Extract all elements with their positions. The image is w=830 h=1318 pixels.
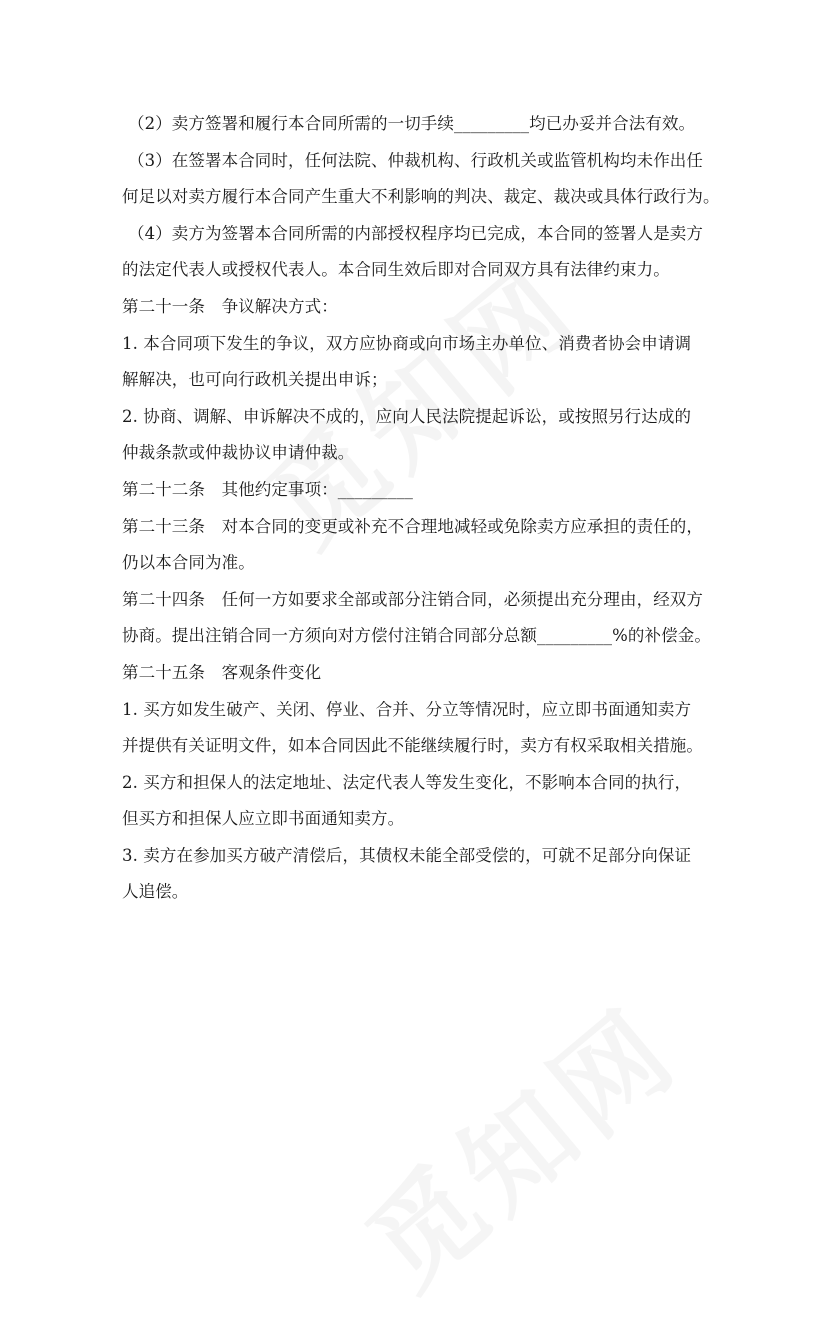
article-heading: 第二十四条 任何一方如要求全部或部分注销合同，必须提出充分理由，经双方 [122,589,703,609]
document-body [122,106,722,911]
paragraph-line: 人追偿。 [122,882,189,902]
paragraph-line: （2）卖方签署和履行本合同所需的一切手续_________均已办妥并合法有效。 [128,114,696,133]
article-heading: 第二十一条 争议解决方式： [122,296,338,316]
paragraph-line: 1. 买方如发生破产、关闭、停业、合并、分立等情况时，应立即书面通知卖方 [122,699,692,719]
paragraph-line: 仲裁条款或仲裁协议申请仲裁。 [122,443,355,463]
paragraph-line: 协商。提出注销合同一方须向对方偿付注销合同部分总额_________%的补偿金。 [122,626,711,646]
paragraph-line: 并提供有关证明文件，如本合同因此不能继续履行时，卖方有权采取相关措施。 [122,736,703,756]
paragraph-line: 1. 本合同项下发生的争议，双方应协商或向市场主办单位、消费者协会申请调 [122,333,692,353]
paragraph-line: 何足以对卖方履行本合同产生重大不利影响的判决、裁定、裁决或具体行政行为。 [122,187,720,207]
paragraph-line: 2. 协商、调解、申诉解决不成的，应向人民法院提起诉讼，或按照另行达成的 [122,406,692,426]
paragraph-line: （4）卖方为签署本合同所需的内部授权程序均已完成，本合同的签署人是卖方 [128,223,703,243]
paragraph-line: 但买方和担保人应立即书面通知卖方。 [122,809,405,829]
paragraph-line: 2. 买方和担保人的法定地址、法定代表人等发生变化，不影响本合同的执行， [122,772,692,792]
article-heading: 第二十五条 客观条件变化 [122,662,322,682]
article-heading: 第二十三条 对本合同的变更或补充不合理地减轻或免除卖方应承担的责任的， [122,516,703,536]
paragraph-line: 3. 卖方在参加买方破产清偿后，其债权未能全部受偿的，可就不足部分向保证 [122,845,692,865]
paragraph-line: 的法定代表人或授权代表人。本合同生效后即对合同双方具有法律约束力。 [122,260,670,280]
article-heading: 第二十二条 其他约定事项：_________ [122,479,413,499]
watermark-bottom [329,991,651,1289]
paragraph-line: （3）在签署本合同时，任何法院、仲裁机构、行政机关或监管机构均未作出任 [128,150,703,170]
paragraph-line: 仍以本合同为准。 [122,553,255,573]
paragraph-line: 解解决，也可向行政机关提出申诉； [122,370,388,390]
